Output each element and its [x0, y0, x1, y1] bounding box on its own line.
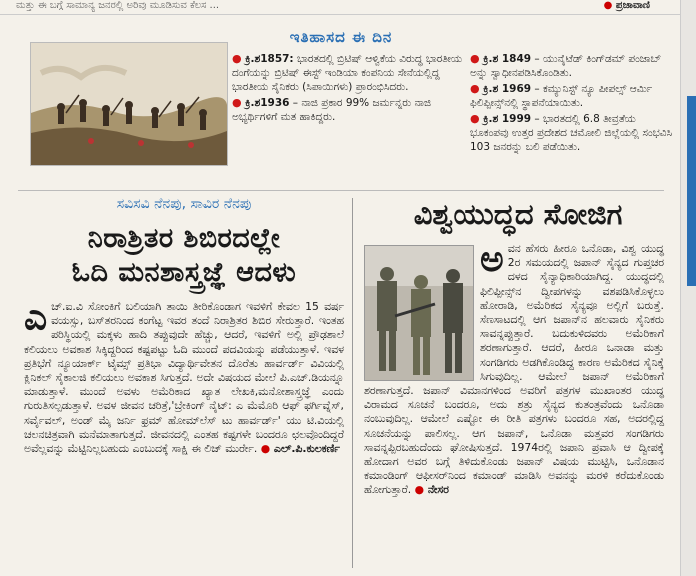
history-text: – ಕಮ್ಯುನಿಸ್ಟ್ ನ್ಯೂ ಪೀಪಲ್ಸ್ ಆರ್ಮಿ ಫಿಲಿಪ್ಪೀನ್ಸ್‌ನಲ್ಲಿ ಸ್ಥಾಪನೆಯಾಯಿತು.	[470, 83, 653, 109]
history-year: ಕ್ರಿ.ಶ1936	[245, 97, 290, 109]
dropcap: ಅ	[480, 238, 504, 280]
history-item	[232, 96, 464, 124]
history-text: ಭಾರತದಲ್ಲಿ ಬ್ರಿಟಿಷ್ ಆಳ್ವಿಕೆಯ ವಿರುದ್ಧ ಭಾರತೀಯ ದಂಗೆಯನ್ನು ಬ್ರಿಟಿಷ್ ಈಸ್ಟ್ ಇಂಡಿಯಾ ಕಂಪನಿಯ ಸೇನೆಯಲ್ಲಿದ್ದ ಭಾರತೀಯ ಸೈನಿಕರು (ಸಿಪಾಯಿಗಳು) ಪ್ರಾರಂಭಿಸಿದರು.	[232, 53, 463, 93]
red-dot-icon: ●	[603, 0, 616, 11]
history-text: – ಭಾರತದಲ್ಲಿ 6.8 ತೀವ್ರತೆಯ ಭೂಕಂಪವು ಉತ್ತರ ಪ್ರದೇಶದ ಚಮೋಲಿ ಜಿಲ್ಲೆಯಲ್ಲಿ ಸಂಭವಿಸಿ 103 ಜನರನ್ನು ಬಲಿ ಪಡೆಯಿತು.	[470, 113, 673, 153]
edge-accent	[687, 96, 696, 286]
history-text: – ಯುನೈಟೆಡ್ ಕಿಂಗ್‌ಡಮ್ ಪಂಜಾಬ್ ಅನ್ನು ಸ್ವಾಧೀನಪಡಿಸಿಕೊಂಡಿತು.	[470, 53, 662, 79]
article-text: ಚ್.ಐ.ವಿ ಸೋಂಕಿಗೆ ಬಲಿಯಾಗಿ ತಾಯಿ ತೀರಿಕೊಂಡಾಗ ಇವಳಿಗೆ ಕೇವಲ 15 ವರ್ಷ ವಯಸ್ಸು, ಬಸ್‌ತರನಿಂದ ಕಂಗೆಟ್ಟ ಇವರ ತಂದೆ ನಿರಾಶ್ರಿತರ ಶಿಬಿರ ಸೇರುತ್ತಾರೆ. ಇಂತಹ ಪರಿಸ್ಥಿಯಲ್ಲಿ ಮಕ್ಕಳು ಹಾದಿ ತಪ್ಪುವುದೇ ಹೆಚ್ಚು, ಆದರೆ, ಇವಳಿಗೆ ಅಲ್ಲಿ ಪ್ರೌಢಶಾಲೆ ಕಲಿಯಲು ಅವಕಾಶ ಸಿಕ್ಕಿದ್ದರಿಂದ ಕಷ್ಟಪಟ್ಟು ಓದಿ ಮುಂದೆ ಪದವಿಯನ್ನು ಪಡೆಯುತ್ತಾಳೆ. ಇವಳ ಪ್ರತಿಭೆಗೆ ನ್ಯೂಯಾರ್ಕ್ ಟೈಮ್ಸ್ ಪ್ರತಿಭಾ ವಿದ್ಯಾರ್ಥಿವೇತನ ದೊರೆತು ಹಾರ್ವರ್ಡ್ ವಿವಿಯಲ್ಲಿ ಕ್ಲಿನಿಕಲ್ ಸೈಕಾಲಜಿ ಕಲಿಯಲು ಅವಕಾಶ ಸಿಗುತ್ತದೆ. ಅದೇ ವಿಷಯದ ಮೇಲೆ ಪಿ.ಎಚ್.ಡಿಯನ್ನೂ ಮಾಡುತ್ತಾಳೆ. ಮುಂದೆ ಅವಳು ಅಮೆರಿಕಾದ ಖ್ಯಾತ ಲೇಖಕಿ,ಮನೋಶಾಸ್ತ್ರಜ್ಞೆ ಎಂದು ಗುರುತಿಸಲ್ಪಡುತ್ತಾಳೆ. ಅವಳ ಜೀವನ ಚರಿತ್ರೆ,'ಬ್ರೇಕಿಂಗ್ ನೈಟ್: ಎ ಮೆಮೊರಿ ಆಫ್ ಫರ್ಗಿವ್ನೆಸ್, ಸರ್ವೈವಲ್, ಅಂಡ್ ಮೈ ಜರ್ನಿ ಫ್ರಮ್ ಹೋಮ್‌ಲೆಸ್ ಟು ಹಾರ್ವರ್ಡ್' ಯು ಟಿ.ವಿಯಲ್ಲಿ ಚಲನಚಿತ್ರವಾಗಿ ಮನೆಮಾತಾಗುತ್ತದೆ. ಜೀವನದಲ್ಲಿ ಎಂತಹ ಕಷ್ಟಗಳೇ ಬಂದರೂ ಛಲವೊಂದಿದ್ದರೆ ಅವೆಲ್ಲವನ್ನು ಮೆಟ್ಟಿನಿಲ್ಲಬಹುದು ಎಂಬುದಕ್ಕೆ ಸಾಕ್ಷಿ ಈ ಲಿಜ್ ಮುರ್ರೇ.	[24, 300, 344, 456]
history-item	[470, 112, 676, 154]
column-divider	[352, 198, 353, 568]
history-section	[18, 24, 673, 174]
byline	[415, 483, 449, 496]
soldier-photo	[364, 245, 474, 381]
history-item	[232, 52, 464, 94]
right-article-body	[364, 238, 664, 498]
history-year: ಕ್ರಿ.ಶ 1999	[483, 113, 532, 125]
article-text: ವನ ಹೆಸರು ಹೀರೂ ಒನೊಡಾ, ವಿಶ್ವ ಯುದ್ಧ 2ರ ಸಮಯದಲ್ಲಿ ಜಪಾನ್ ಸೈನ್ಯದ ಗುಪ್ತಚರ ದಳದ ಸೈನ್ಯಾಧಿಕಾರಿಯಾಗಿದ್ದ. ಯುದ್ಧದಲ್ಲಿ ಫಿಲಿಪ್ಪೀನ್ಸ್‌ನ ದ್ವೀಪಗಳನ್ನು ವಶಪಡಿಸಿಕೊಳ್ಳಲು ಹೋರಾಡಿ, ಅಮೆರಿಕದ ಸೈನ್ಯವೂ ಅಲ್ಲಿಗೆ ಬರುತ್ತೆ. ಸೆಣಸಾಟದಲ್ಲಿ ಆಗ ಜಪಾನ್‌ನ ಹಲವಾರು ಸೈನಿಕರು ಸಾವನ್ನಪ್ಪುತ್ತಾರೆ. ಬದುಕುಳಿದವರು ಅಮೆರಿಕಾಗೆ ಶರಣಾಗುತ್ತಾರೆ. ಆದರೆ, ಹೀರೂ ಒನಾಡಾ ಮತ್ತು ಸಂಗಡಿಗರು ಅಡಗಿಕೊಂಡಿದ್ದ ಕಾರಣ ಅಮೆರಿಕದ ಸೈನಿಕ್ಕೆ ಸಿಗುವುದಿಲ್ಲ. ಆಮೇಲೆ ಜಪಾನ್ ಅಮೆರಿಕಾಗೆ ಶರಣಾಗುತ್ತದೆ. ಜಪಾನ್ ವಿಮಾನಗಳಿಂದ ಅವರಿಗೆ ಪತ್ರಗಳ ಮುಖಾಂತರ ಯುದ್ಧ ವಿರಾಮದ ಸೂಚನೆ ಬಂದರೂ, ಅದು ಶತ್ರು ಸೈನ್ಯದ ಕುತಂತ್ರವೆಂದು ಒನೊಡಾ ನಂಬುವುದಿಲ್ಲ. ಆಮೇಲೆ ಎಷ್ಟೋ ಈ ರೀತಿ ಪತ್ರಗಳು ಬಂದರೂ ಸಹ, ಅದರಲ್ಲಿದ್ದ ಸೂಚನೆಯನ್ನು ಪಾಲಿಸಲ್ಲ. ಆಗ ಜಪಾನ್, ಒನೊಡಾ ಮತ್ತವರ ಸಂಗಡಿಗರು ಸಾವನ್ನಪ್ಪಿರಬಹುದೆಂದು ಘೋಷಿಸುತ್ತದೆ. 1974ರಲ್ಲಿ ಜಪಾನಿ ಪ್ರವಾಸಿ ಆ ದ್ವೀಪಕ್ಕೆ ಹೋದಾಗ ಅವರ ಬಗ್ಗೆ ತಿಳಿದುಕೊಂಡು ಜಪಾನ್ ವಿಷಯ ಮುಟ್ಟಿಸಿ, ಒನೊಡಾನ ಕಮಾಂಡಿಂಗ್ ಆಫೀಸರ್‌ನಿಂದ ಕಮಾಂಡ್ ಮಾಡಿಸಿ ಅವನನ್ನು ಮರಳಿ ಕರೆದುಕೊಂಡು ಹೋಗುತ್ತಾರೆ.	[364, 242, 664, 497]
bullet-icon: ●	[470, 52, 484, 65]
section-divider	[18, 190, 664, 191]
left-article-body	[24, 296, 344, 456]
battle-illustration	[30, 42, 228, 166]
history-item	[470, 52, 676, 80]
page-edge	[680, 0, 696, 576]
red-dot-icon: ●	[414, 483, 425, 497]
top-strip-source	[604, 0, 650, 12]
history-item	[470, 82, 676, 110]
history-list-right	[470, 52, 676, 156]
dropcap: ಎ	[24, 296, 48, 338]
headline-line: ಓದಿ ಮನಶಾಸ್ತ್ರಜ್ಞೆ ಆದಳು	[71, 257, 297, 288]
top-strip-text: ಮತ್ತು ಈ ಬಗ್ಗೆ ಸಾಮಾನ್ಯ ಜನರಲ್ಲಿ ಅರಿವು ಮೂಡಿಸುವ ಕೆಲಸ ...	[16, 0, 220, 11]
red-dot-icon: ●	[260, 442, 271, 456]
headline-line: ನಿರಾಶ್ರಿತರ ಶಿಬಿರದಲ್ಲೇ	[87, 223, 281, 254]
history-title: ಇತಿಹಾಸದ ಈ ದಿನ	[289, 28, 393, 46]
history-year: ಕ್ರಿ.ಶ 1969	[483, 83, 532, 95]
bullet-icon: ●	[232, 52, 246, 65]
right-article-headline: ವಿಶ್ವಯುದ್ಧದ ಸೋಜಿಗ	[413, 197, 623, 231]
history-text: – ನಾಜಿ ಪ್ರಕಾರ 99% ಜರ್ಮನ್ನರು ನಾಜಿ ಅಭ್ಯರ್ಥಿಗಳಿಗೆ ಮತ ಹಾಕಿದ್ದರು.	[232, 97, 432, 123]
bullet-icon: ●	[470, 112, 484, 125]
bullet-icon: ●	[232, 96, 246, 109]
byline-name: ನೇಸರ	[427, 483, 449, 497]
history-year: ಕ್ರಿ.ಶ 1849	[483, 53, 532, 65]
top-strip	[0, 0, 696, 15]
byline-name: ಎಲ್.ಪಿ.ಕುಲಕರ್ಣಿ	[273, 442, 340, 456]
left-article-kicker: ಸವಿಸವಿ ನೆನಪು, ಸಾವಿರ ನೆನಪು	[116, 196, 252, 212]
bullet-icon: ●	[470, 82, 484, 95]
history-list-left	[232, 52, 464, 126]
left-article-headline	[24, 222, 344, 290]
top-strip-source-label: ಪ್ರಜಾವಾಣಿ	[615, 0, 650, 11]
byline	[261, 442, 340, 455]
history-year: ಕ್ರಿ.ಶ1857:	[245, 53, 294, 65]
